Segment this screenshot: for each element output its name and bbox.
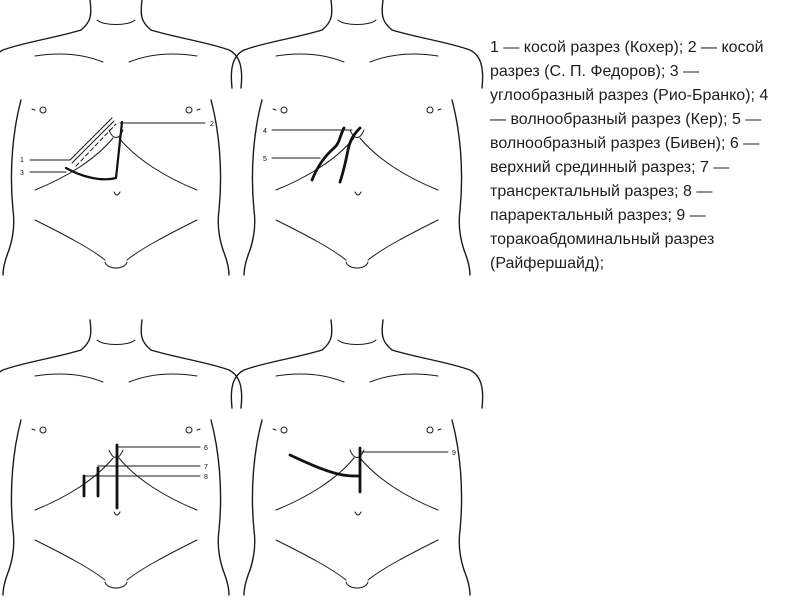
label-7: 7 [204,464,208,471]
label-1: 1 [20,157,24,164]
label-9: 9 [452,450,456,457]
torso-figure-2 [231,0,482,275]
label-3: 3 [20,170,24,177]
label-4: 4 [263,128,267,135]
label-6: 6 [204,445,208,452]
incision-2 [76,124,116,166]
torso-figure-4 [231,320,482,595]
torso-figure-3 [0,320,242,595]
incisions-legend: 1 — косой разрез (Кохер); 2 — косой разрез (С. П. Федоров); 3 — углообразный разрез (Рио-Бранко); 4 — волнообразный разрез (Кер); 5 — волнообразный разрез (Бивен); 6 — верхний срединный разрез; 7 — трансректальный разрез; 8 — параректальный разрез; 9 — торакоабдоминальный разрез (Райфершайд); [490,39,769,272]
incision-9 [290,448,360,492]
incision-4 [312,128,344,180]
incision-5 [340,128,360,182]
figure-3-leaders [84,447,200,476]
incision-1 [70,118,114,163]
label-5: 5 [263,156,267,163]
label-2: 2 [210,121,214,128]
label-8: 8 [204,474,208,481]
